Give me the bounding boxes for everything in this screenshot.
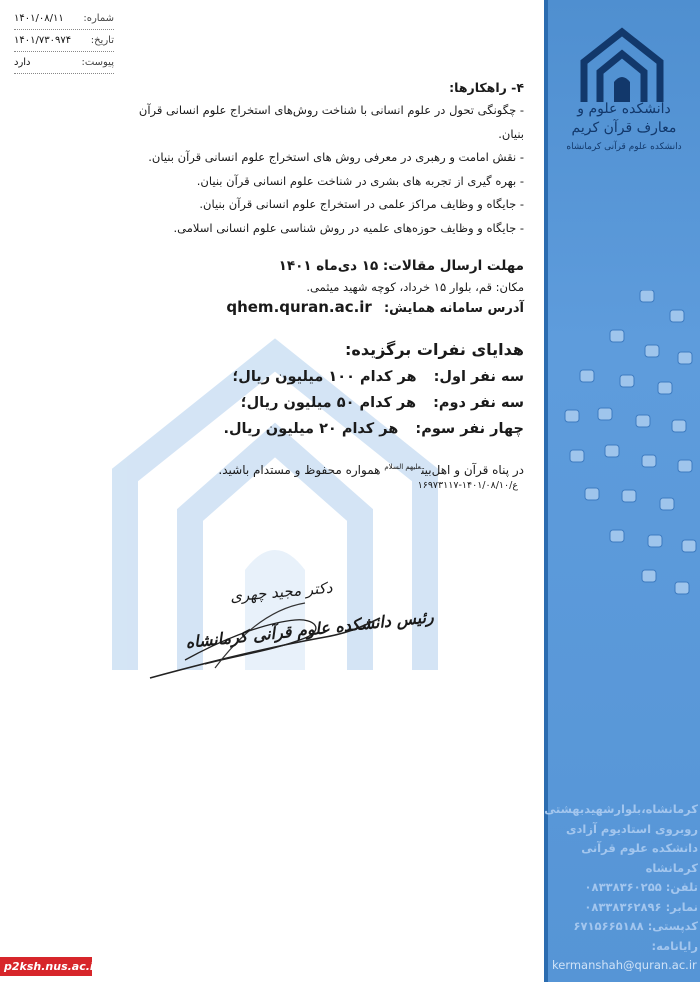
logo-text-line1: دانشکده علوم و xyxy=(577,101,671,117)
award-label: چهار نفر سوم: xyxy=(415,421,524,437)
meta-number-row xyxy=(14,8,114,30)
logo-text-line2: معارف قرآن کریم xyxy=(571,120,677,136)
signatory-title: رئیس دانشکده علوم قرآنی کرمانشاه xyxy=(184,607,435,652)
contact-email-label: رایانامه: xyxy=(651,938,698,953)
award-label: سه نفر اول: xyxy=(433,369,524,385)
contact-postal-code: کدپستی: ۶۷۱۵۶۶۵۱۸۸ xyxy=(573,919,698,933)
contact-address-line2: روبروی استادیوم آزادی xyxy=(565,821,698,836)
letter-meta xyxy=(14,8,114,74)
list-item: - بهره گیری از تجربه های بشری در شناخت علوم انسانی قرآن بنیان. xyxy=(196,173,524,188)
award-row xyxy=(138,421,524,437)
contact-phone: تلفن: ۰۸۳۳۸۳۶۰۲۵۵ xyxy=(584,880,698,894)
contact-fax: نمابر: ۰۸۳۳۸۳۶۲۸۹۶ xyxy=(584,899,698,914)
contact-address-line3: دانشکده علوم قرآنی کرمانشاه xyxy=(581,841,698,875)
signatory-name: دکتر مجید چهری xyxy=(229,578,334,606)
meta-number-label: شماره: xyxy=(83,13,114,24)
meta-date-label: تاریخ: xyxy=(90,35,114,46)
award-row xyxy=(138,395,524,411)
side-panel-border xyxy=(544,0,548,982)
meta-date-value: ۱۴۰۱/۷۳۰۹۷۴ xyxy=(14,35,72,46)
conference-site-label: آدرس سامانه همایش: xyxy=(383,301,524,316)
list-item: - جایگاه و وظایف حوزه‌های علمیه در روش شناسی علوم انسانی اسلامی. xyxy=(173,220,524,235)
awards-title: هدایای نفرات برگزیده: xyxy=(345,340,524,359)
award-amount: هر کدام ۵۰ میلیون ریال؛ xyxy=(240,395,416,411)
contact-address-line1: کرمانشاه،بلوارشهیدبهشتی xyxy=(544,802,698,816)
meta-attachment-label: پیوست: xyxy=(81,57,114,68)
submission-deadline: مهلت ارسال مقالات: ۱۵ دی‌ماه ۱۴۰۱ xyxy=(278,258,524,274)
closing-text-b: همواره محفوظ و مستدام باشید. xyxy=(218,463,381,477)
letter-body xyxy=(138,80,524,491)
meta-attachment-value: دارد xyxy=(14,57,31,68)
meta-date-row xyxy=(14,30,114,52)
meta-number-value: ۱۴۰۱/۰۸/۱۱ xyxy=(14,13,64,24)
award-amount: هر کدام ۲۰ میلیون ریال. xyxy=(223,421,399,437)
award-amount: هر کدام ۱۰۰ میلیون ریال؛ xyxy=(232,369,417,385)
closing-line xyxy=(138,463,524,491)
closing-text-a: در پناه قرآن و اهل‌بیت xyxy=(421,463,524,477)
conference-site-link[interactable]: qhem.quran.ac.ir xyxy=(226,298,372,316)
closing-reference: ع/۱۴۰۱/۰۸/۱۰-۱۶۹۷۳۱۱۷ xyxy=(417,480,518,491)
award-row xyxy=(138,369,524,385)
list-item: - نقش امامت و رهبری در معرفی روش های استخراج علوم انسانی قرآن بنیان. xyxy=(148,150,524,164)
closing-honorific: علیهم السلام xyxy=(384,463,422,471)
list-item: - جایگاه و وظایف مراکز علمی در استخراج علوم انسانی قرآن بنیان. xyxy=(199,197,524,211)
decorative-tile-pattern xyxy=(550,290,700,600)
meta-attachment-row xyxy=(14,52,114,74)
venue-address: مکان: قم، بلوار ۱۵ خرداد، کوچه شهید میثمی. xyxy=(306,280,524,294)
contact-email: kermanshah@quran.ac.ir xyxy=(552,958,697,972)
section4-list xyxy=(138,99,524,240)
contact-block xyxy=(544,800,698,976)
section4-heading: ۴- راهکارها: xyxy=(449,80,524,95)
conference-site-row xyxy=(138,298,524,316)
footer-badge: p2ksh.nus.ac.ir xyxy=(0,957,92,976)
award-label: سه نفر دوم: xyxy=(433,395,524,411)
logo-text xyxy=(560,100,688,157)
list-item: - چگونگی تحول در علوم انسانی با شناخت روش‌های استخراج علوم انسانی قرآن بنیان. xyxy=(138,103,524,141)
logo-text-line3: دانشکده علوم قرآنی کرمانشاه xyxy=(566,142,682,152)
